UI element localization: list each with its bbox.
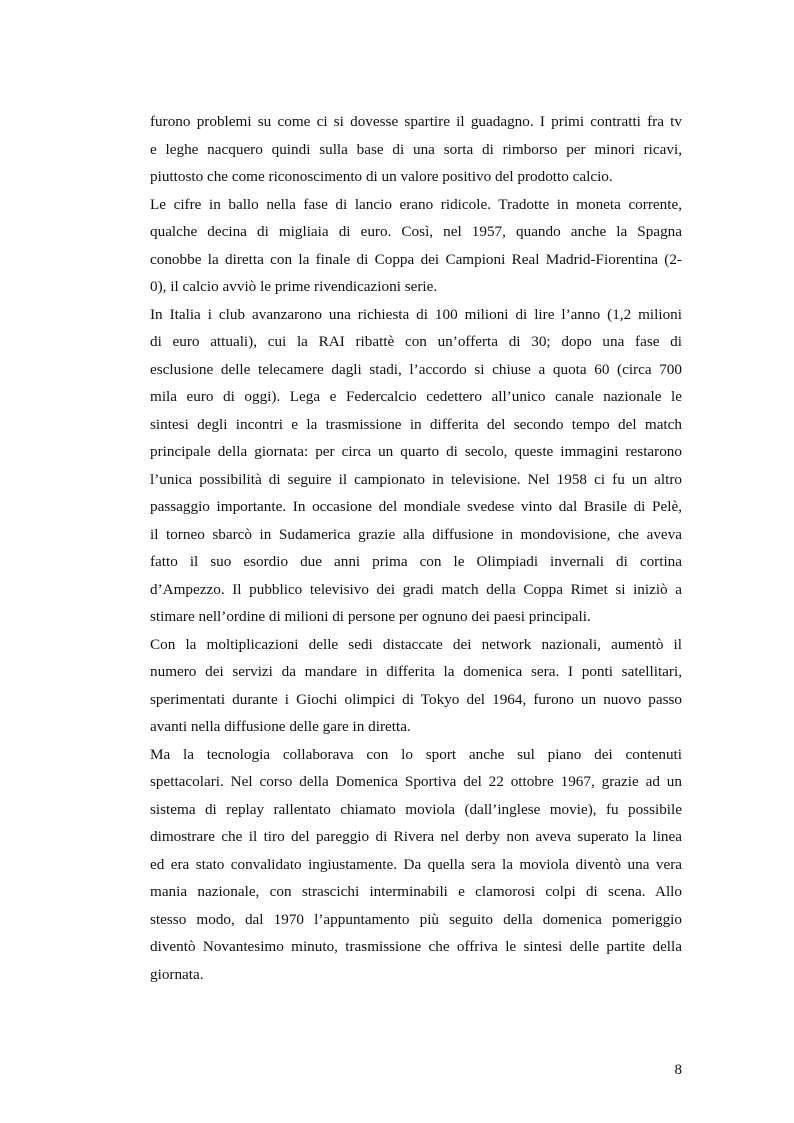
text-line: avanti nella diffusione delle gare in diretta. <box>150 718 411 735</box>
text-line: mila euro di oggi). Lega e Federcalcio cedettero all’unico canale nazionale le <box>150 388 682 405</box>
text-line: diventò Novantesimo minuto, trasmissione che offriva le sintesi delle partite della <box>150 938 682 955</box>
paragraph-3 <box>150 301 682 631</box>
text-line: spettacolari. Nel corso della Domenica Sportiva del 22 ottobre 1967, grazie ad un <box>150 773 682 790</box>
text-line: di euro attuali), cui la RAI ribattè con un’offerta di 30; dopo una fase di <box>150 333 682 350</box>
text-line: Ma la tecnologia collaborava con lo sport anche sul piano dei contenuti <box>150 745 682 763</box>
text-line: numero dei servizi da mandare in differita la domenica sera. I ponti satellitari, <box>150 663 682 680</box>
paragraph-4 <box>150 631 682 741</box>
text-line: furono problemi su come ci si dovesse spartire il guadagno. I primi contratti fra tv <box>150 113 682 130</box>
paragraph-5 <box>150 741 682 989</box>
text-line: Le cifre in ballo nella fase di lancio erano ridicole. Tradotte in moneta corrente, <box>150 195 682 213</box>
text-line: conobbe la diretta con la finale di Coppa dei Campioni Real Madrid-Fiorentina (2- <box>150 250 682 268</box>
text-line: dimostrare che il tiro del pareggio di Rivera nel derby non aveva superato la linea <box>150 828 682 845</box>
text-line: sintesi degli incontri e la trasmissione in differita del secondo tempo del match <box>150 415 682 433</box>
page-number: 8 <box>674 1062 682 1078</box>
paragraph-1 <box>150 108 682 191</box>
text-line: passaggio importante. In occasione del mondiale svedese vinto dal Brasile di Pelè, <box>150 498 682 515</box>
text-line: stesso modo, dal 1970 l’appuntamento più seguito della domenica pomeriggio <box>150 910 682 928</box>
text-line: il torneo sbarcò in Sudamerica grazie alla diffusione in mondovisione, che aveva <box>150 525 682 543</box>
text-line: l’unica possibilità di seguire il campionato in televisione. Nel 1958 ci fu un altro <box>150 470 682 488</box>
text-line: stimare nell’ordine di milioni di persone per ognuno dei paesi principali. <box>150 608 591 625</box>
text-line: fatto il suo esordio due anni prima con le Olimpiadi invernali di cortina <box>150 553 682 570</box>
document-body <box>150 108 682 988</box>
text-line: In Italia i club avanzarono una richiesta di 100 milioni di lire l’anno (1,2 milioni <box>150 305 682 323</box>
text-line: sperimentati durante i Giochi olimpici di Tokyo del 1964, furono un nuovo passo <box>150 690 682 708</box>
paragraph-2 <box>150 191 682 301</box>
text-line: esclusione delle telecamere dagli stadi, l’accordo si chiuse a quota 60 (circa 700 <box>150 360 682 378</box>
text-line: e leghe nacquero quindi sulla base di una sorta di rimborso per minori ricavi, <box>150 140 682 158</box>
text-line: giornata. <box>150 965 204 983</box>
text-line: ed era stato convalidato ingiustamente. Da quella sera la moviola diventò una vera <box>150 855 682 873</box>
text-line: d’Ampezzo. Il pubblico televisivo dei gradi match della Coppa Rimet si iniziò a <box>150 580 682 598</box>
text-line: piuttosto che come riconoscimento di un valore positivo del prodotto calcio. <box>150 168 613 185</box>
text-line: 0), il calcio avviò le prime rivendicazioni serie. <box>150 278 438 295</box>
text-line: sistema di replay rallentato chiamato moviola (dall’inglese movie), fu possibile <box>150 800 682 818</box>
text-line: qualche decina di migliaia di euro. Così, nel 1957, quando anche la Spagna <box>150 223 682 240</box>
text-line: mania nazionale, con strascichi interminabili e clamorosi colpi di scena. Allo <box>150 883 682 900</box>
text-line: principale della giornata: per circa un quarto di secolo, queste immagini restarono <box>150 443 682 460</box>
text-line: Con la moltiplicazioni delle sedi distaccate dei network nazionali, aumentò il <box>150 635 682 653</box>
